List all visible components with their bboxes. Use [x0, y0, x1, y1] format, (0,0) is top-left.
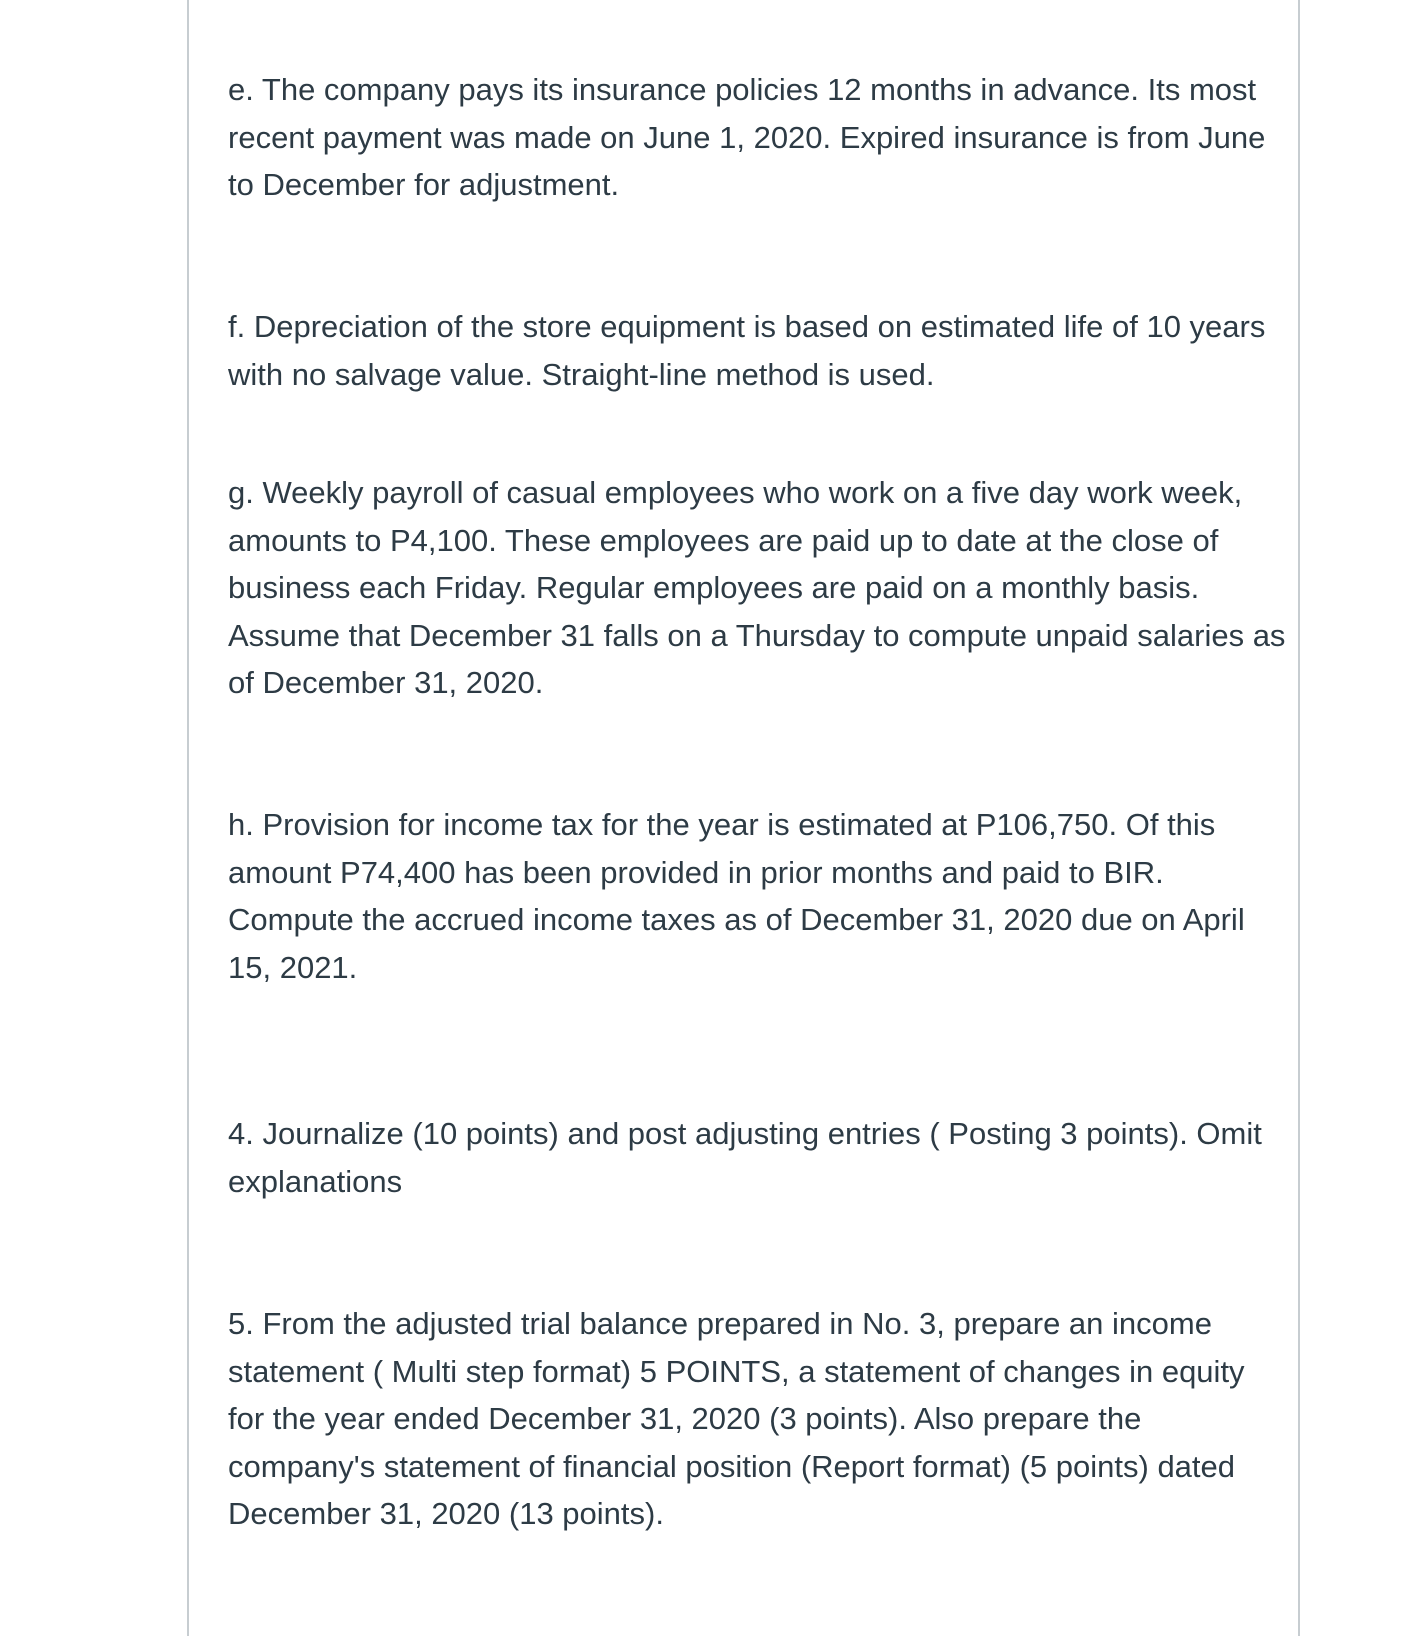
item-5-financial-statements: 5. From the adjusted trial balance prepared in No. 3, prepare an income statement ( Multi step format) 5 POINTS, a statement of changes in equity for the year ended December 31, 2020 (3 points). Also prepare the company's statement of financial position (Report format) (5 points) dated December 31, 2020 (13 points).: [228, 1306, 1245, 1531]
item-g-payroll: g. Weekly payroll of casual employees who work on a five day work week, amounts to P4,100. These employees are paid up to date at the close of business each Friday. Regular employees are paid on a monthly basis. Assume that December 31 falls on a Thursday to compute unpaid salaries as of December 31, 2020.: [228, 475, 1286, 700]
item-e-insurance: e. The company pays its insurance policies 12 months in advance. Its most recent payment was made on June 1, 2020. Expired insurance is from June to December for adjustment.: [228, 72, 1266, 202]
item-4-journalize: 4. Journalize (10 points) and post adjusting entries ( Posting 3 points). Omit explanations: [228, 1116, 1262, 1199]
item-h-income-tax: h. Provision for income tax for the year is estimated at P106,750. Of this amount P74,400 has been provided in prior months and paid to BIR. Compute the accrued income taxes as of December 31, 2020 due on April 15, 2021.: [228, 807, 1245, 985]
item-f-depreciation: f. Depreciation of the store equipment is based on estimated life of 10 years with no salvage value. Straight-line method is used.: [228, 309, 1266, 392]
